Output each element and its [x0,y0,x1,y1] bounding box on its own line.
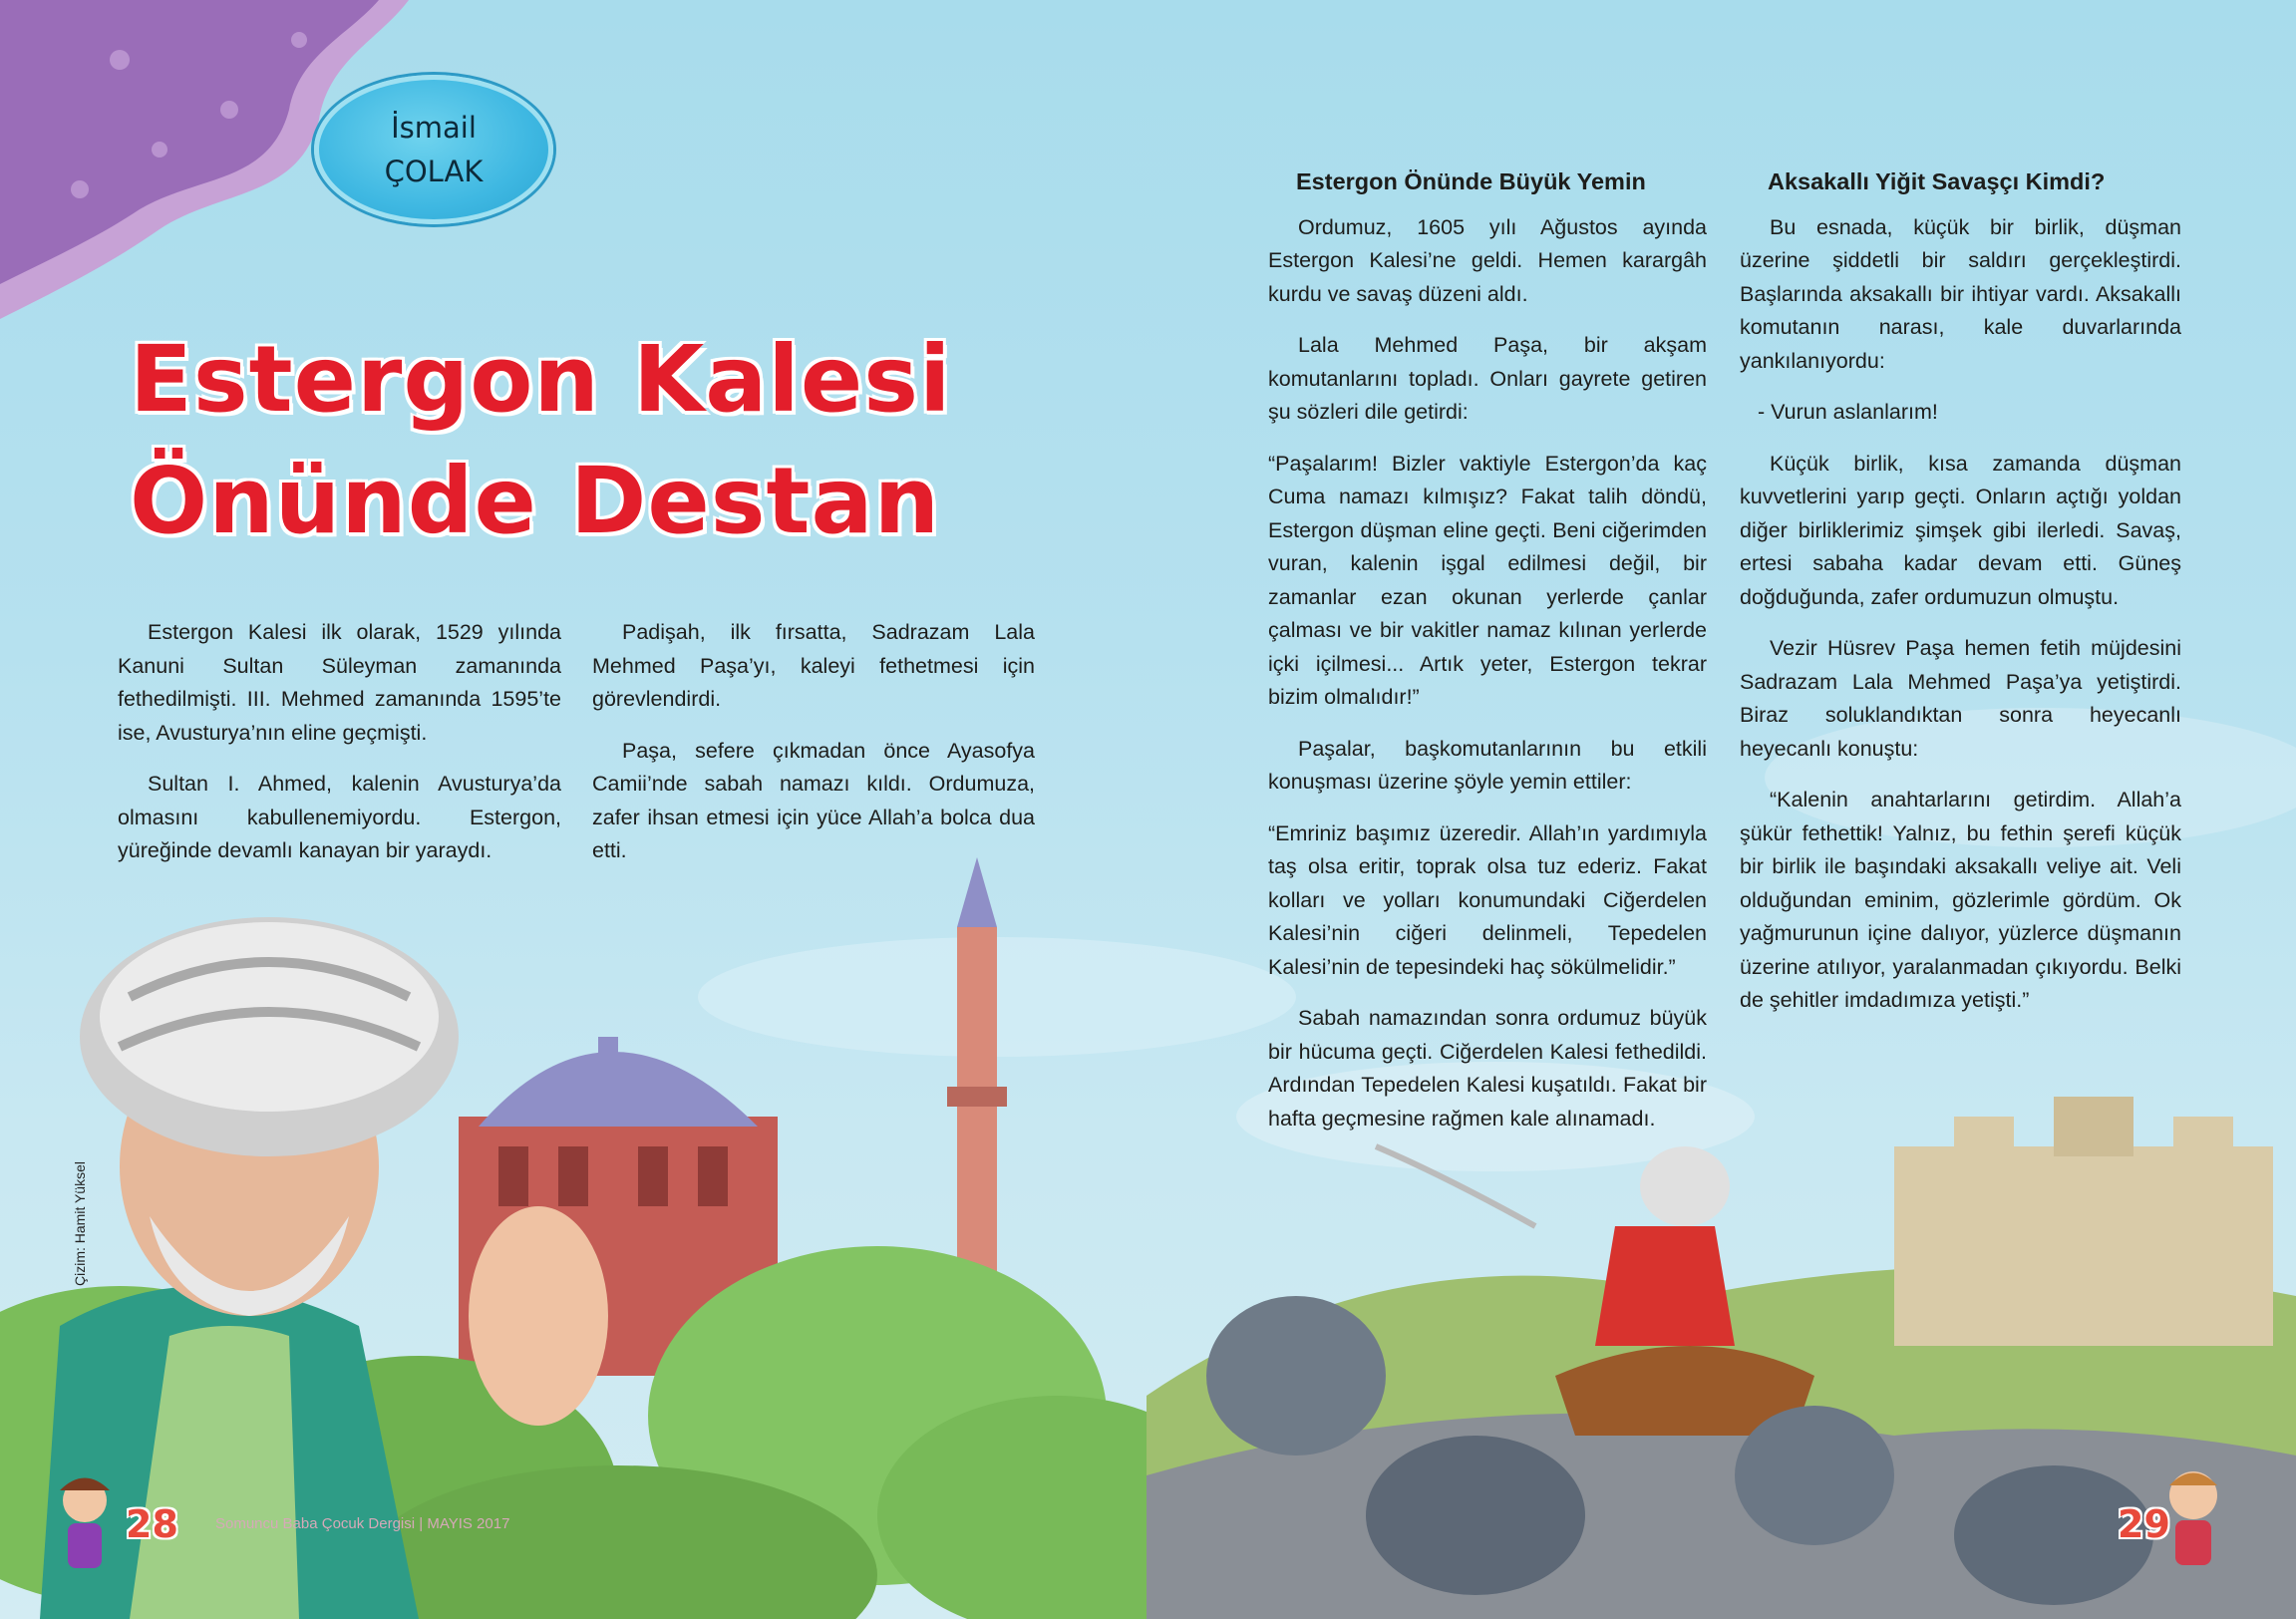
paragraph: Lala Mehmed Paşa, bir akşam komutanlarını topladı. Onları gayrete getiren şu sözleri dile getirdi: [1268,333,1707,424]
page-number-left: 28 [126,1502,178,1546]
author-last-name: ÇOLAK [384,155,484,188]
text-column-1 [118,616,561,886]
author-first-name: İsmail [391,111,477,145]
paragraph: Estergon Kalesi ilk olarak, 1529 yılında Kanuni Sultan Süleyman zamanında fethedilmişti. III. Mehmed zamanında 1595’te ise, Avusturya’nın eline geçmişti. [118,620,561,745]
paragraph: Sultan I. Ahmed, kalenin Avusturya’da olmasını kabullenemiyordu. Estergon, yüreğinde devamlı kanayan bir yaraydı. [118,772,561,862]
author-badge [314,75,553,224]
text-column-2 [592,616,1035,886]
page-number-right: 29 [2118,1502,2170,1546]
footer-text: Somuncu Baba Çocuk Dergisi | MAYIS 2017 [215,1515,510,1532]
paragraph: Ordumuz, 1605 yılı Ağustos ayında Estergon Kalesi’ne geldi. Hemen karargâh kurdu ve savaş düzeni aldı. [1268,214,1707,306]
illustration-credit: Çizim: Hamit Yüksel [72,1161,88,1286]
paragraph: Paşalar, başkomutanlarının bu etkili konuşması üzerine şöyle yemin ettiler: [1268,736,1707,794]
paragraph: Küçük birlik, kısa zamanda düşman kuvvetlerini yarıp geçti. Onların açtığı yoldan diğer birliklerimiz şimşek gibi ilerledi. Savaş, ertesi sabaha kadar devam etti. Güneş doğduğunda, zafer ordumuzun olmuştu. [1740,451,2181,609]
title-line-1: Estergon Kalesi [130,326,952,433]
quote-paragraph: “Kalenin anahtarlarını getirdim. Allah’a şükür fethettik! Yalnız, bu fethin şerefi küçük bir birlik ile başındaki aksakallı veliye ait. Veli olduğundan eminim, gözlerimle gördüm. Ok yağmurunun içine dalıyor, yüzlerce düşmanın üzerine atılıyor, yaralanmadan çıkıyordu. Belki de şehitler imdadımıza yetişti.” [1740,788,2181,1012]
section-heading: Aksakallı Yiğit Savaşçı Kimdi? [1768,168,2106,194]
title-line-2: Önünde Destan [130,448,941,554]
paragraph: Sabah namazından sonra ordumuz büyük bir hücuma geçti. Ciğerdelen Kalesi fethedildi. Ardından Tepedelen Kalesi kuşatıldı. Fakat bir hafta geçmesine rağmen kale alınamadı. [1268,1006,1707,1131]
paragraph: Vezir Hüsrev Paşa hemen fetih müjdesini Sadrazam Lala Mehmed Paşa’ya yetiştirdi. Biraz soluklandıktan sonra heyecanlı heyecanlı konuştu: [1740,636,2181,761]
paragraph: Bu esnada, küçük bir birlik, düşman üzerine şiddetli bir saldırı gerçekleştirdi. Başlarında aksakallı bir ihtiyar vardı. Aksakallı komutanın narası, kale duvarlarında yankılanıyordu: [1740,214,2181,373]
quote-paragraph: “Paşalarım! Bizler vaktiyle Estergon’da kaç Cuma namazı kılmışız? Fakat talih döndü, Estergon düşman eline geçti. Beni ciğerimden vuran, kalenin işgal edilmesi değil, bir zamanlar ezan okunan yerlerde çanlar çalması ve bir vakitler namaz kılınan yerlerde içki içilmesi... Artık yeter, Estergon tekrar bizim olmalıdır!” [1268,451,1707,709]
paragraph: Padişah, ilk fırsatta, Sadrazam Lala Mehmed Paşa’yı, kaleyi fethetmesi için görevlendirdi. [592,620,1035,711]
paragraph: Paşa, sefere çıkmadan önce Ayasofya Camii’nde sabah namazı kıldı. Ordumuza, zafer ihsan etmesi için yüce Allah’a bolca dua etti. [592,738,1035,862]
paragraph: - Vurun aslanlarım! [1758,400,1938,424]
text-column-3 [1268,165,1707,1153]
text-column-4 [1740,165,2181,1036]
quote-paragraph: “Emriniz başımız üzeredir. Allah’ın yardımıyla taş olsa eritir, toprak olsa tuz ederiz. Fakat kolları ve yolları konumundaki Ciğerdelen Kalesi’nin ciğeri delinmeli, Tepedelen Kalesi’nin de tepesindeki haç sökülmelidir.” [1268,820,1707,979]
section-heading: Estergon Önünde Büyük Yemin [1296,168,1646,194]
article-title [130,319,952,562]
